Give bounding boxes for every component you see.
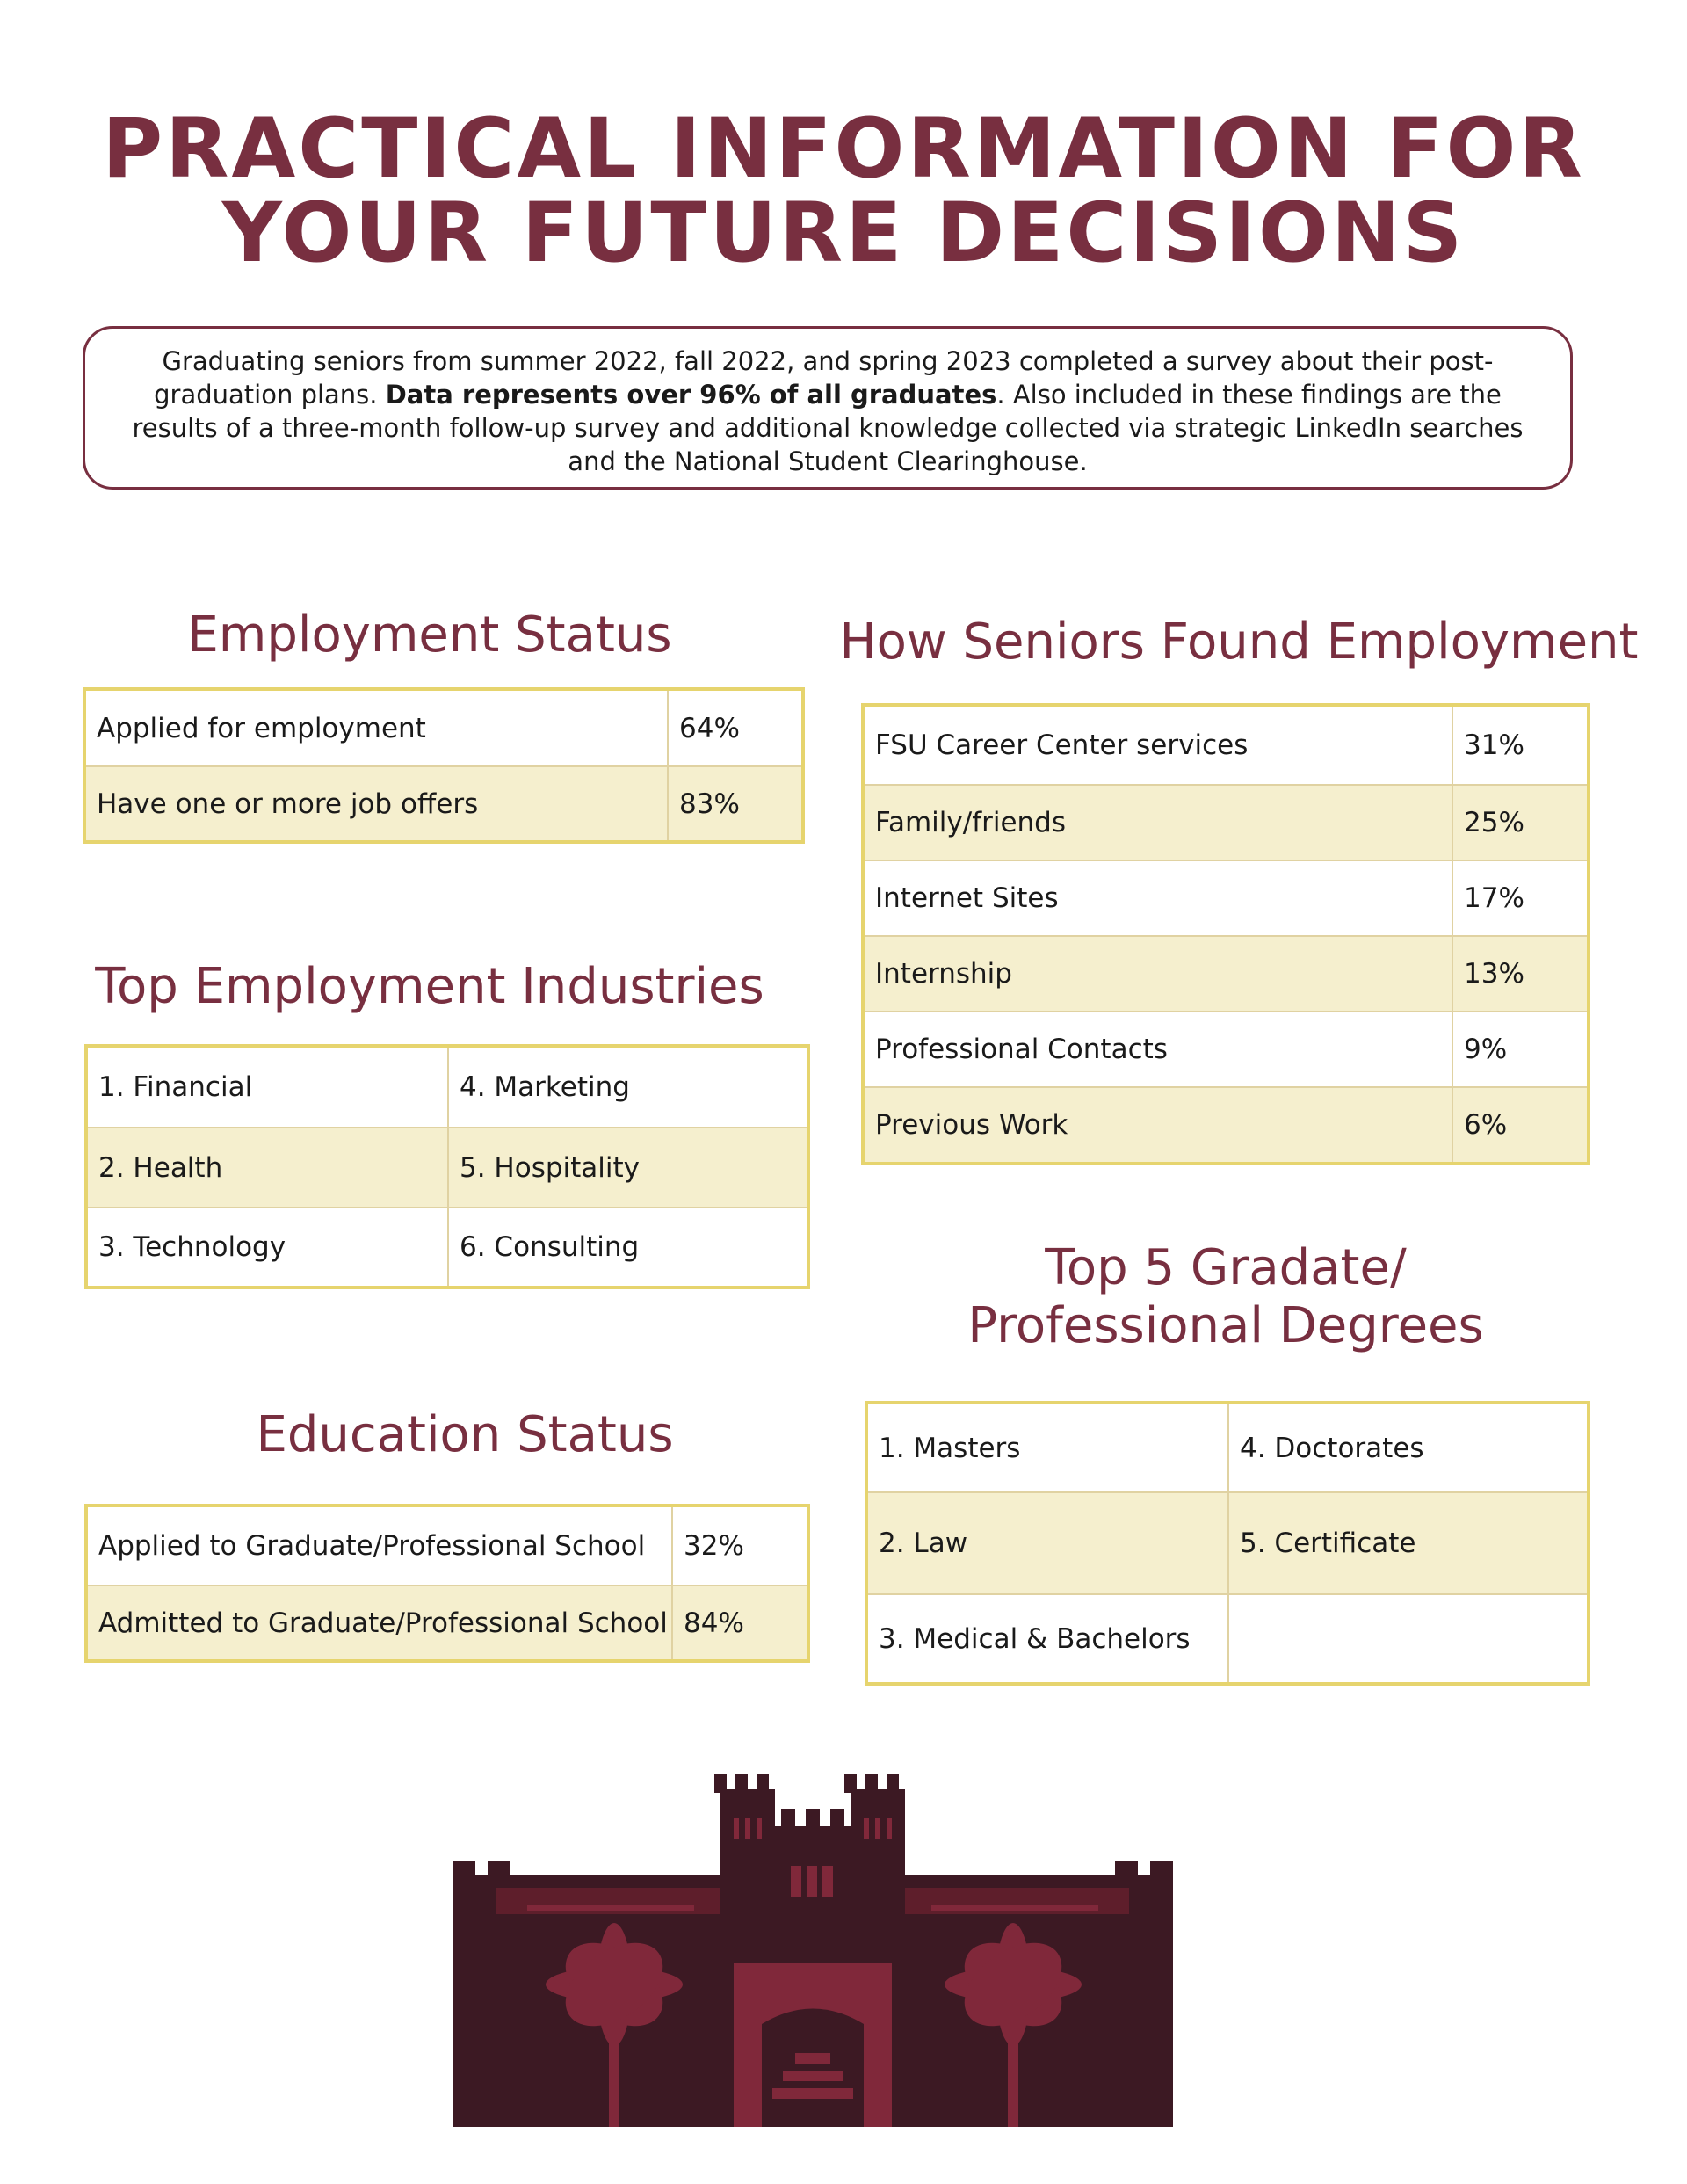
page-title-line-1: PRACTICAL INFORMATION FOR bbox=[102, 101, 1585, 197]
westcott-building-icon bbox=[453, 1774, 1173, 2127]
table-cell-label: Internet Sites bbox=[863, 860, 1452, 936]
table-row bbox=[86, 1585, 808, 1661]
found-employment-title: How Seniors Found Employment bbox=[839, 613, 1639, 671]
table-cell-label: Admitted to Graduate/Professional School bbox=[86, 1585, 672, 1661]
table-cell-label: Applied for employment bbox=[84, 689, 668, 766]
table-cell-label: Have one or more job offers bbox=[84, 766, 668, 842]
table-cell: 4. Marketing bbox=[448, 1046, 808, 1128]
table-row bbox=[86, 1506, 808, 1585]
table-cell bbox=[1228, 1594, 1589, 1684]
degrees-title-line-1: Top 5 Gradate/ bbox=[1045, 1239, 1407, 1296]
table-cell: 3. Medical & Bachelors bbox=[866, 1594, 1228, 1684]
found-employment-table bbox=[861, 703, 1590, 1165]
intro-box bbox=[83, 326, 1573, 490]
table-cell-label: Applied to Graduate/Professional School bbox=[86, 1506, 672, 1585]
table-row bbox=[863, 705, 1589, 785]
table-cell-value: 25% bbox=[1452, 785, 1589, 860]
table-cell-value: 6% bbox=[1452, 1087, 1589, 1164]
degrees-table bbox=[865, 1401, 1590, 1686]
table-cell: 2. Law bbox=[866, 1492, 1228, 1594]
table-row bbox=[863, 936, 1589, 1012]
intro-text-end: . Also included in these findings are the results of a three-month follow-up survey and additional knowledge collected via strategic LinkedIn searches and the National Student Clearinghouse. bbox=[132, 380, 1524, 476]
table-cell: 6. Consulting bbox=[448, 1208, 808, 1288]
table-row bbox=[863, 860, 1589, 936]
employment-status-title: Employment Status bbox=[187, 606, 672, 664]
table-row bbox=[86, 1046, 808, 1128]
table-cell-label: Internship bbox=[863, 936, 1452, 1012]
table-row bbox=[86, 1128, 808, 1208]
table-row bbox=[86, 1208, 808, 1288]
table-cell-value: 32% bbox=[672, 1506, 808, 1585]
page-title bbox=[0, 101, 1687, 281]
table-cell-value: 64% bbox=[668, 689, 803, 766]
table-cell: 4. Doctorates bbox=[1228, 1403, 1589, 1492]
table-cell-value: 31% bbox=[1452, 705, 1589, 785]
table-cell: 1. Financial bbox=[86, 1046, 448, 1128]
employment-status-table bbox=[83, 687, 805, 844]
table-cell: 5. Hospitality bbox=[448, 1128, 808, 1208]
table-cell-value: 83% bbox=[668, 766, 803, 842]
table-cell-label: Family/friends bbox=[863, 785, 1452, 860]
table-cell: 1. Masters bbox=[866, 1403, 1228, 1492]
table-row bbox=[84, 766, 803, 842]
industries-title: Top Employment Industries bbox=[95, 958, 764, 1015]
degrees-title bbox=[861, 1239, 1590, 1355]
table-cell-value: 84% bbox=[672, 1585, 808, 1661]
education-status-table bbox=[84, 1504, 810, 1663]
table-cell-label: Professional Contacts bbox=[863, 1012, 1452, 1087]
table-row bbox=[863, 1087, 1589, 1164]
table-cell: 2. Health bbox=[86, 1128, 448, 1208]
degrees-title-line-2: Professional Degrees bbox=[967, 1297, 1484, 1354]
intro-bold-text: Data represents over 96% of all graduates bbox=[385, 380, 997, 410]
industries-table bbox=[84, 1044, 810, 1289]
table-row bbox=[84, 689, 803, 766]
table-cell: 5. Certificate bbox=[1228, 1492, 1589, 1594]
table-row bbox=[863, 1012, 1589, 1087]
table-cell-value: 9% bbox=[1452, 1012, 1589, 1087]
page-title-line-2: YOUR FUTURE DECISIONS bbox=[221, 185, 1466, 281]
table-cell: 3. Technology bbox=[86, 1208, 448, 1288]
table-row bbox=[866, 1492, 1589, 1594]
table-cell-label: FSU Career Center services bbox=[863, 705, 1452, 785]
table-cell-value: 17% bbox=[1452, 860, 1589, 936]
table-cell-value: 13% bbox=[1452, 936, 1589, 1012]
education-status-title: Education Status bbox=[256, 1406, 674, 1463]
table-row bbox=[866, 1594, 1589, 1684]
intro-text: Graduating seniors from summer 2022, fall 2022, and spring 2023 completed a survey about their post-graduation plans. bbox=[154, 346, 1494, 410]
table-row bbox=[863, 785, 1589, 860]
table-row bbox=[866, 1403, 1589, 1492]
table-cell-label: Previous Work bbox=[863, 1087, 1452, 1164]
